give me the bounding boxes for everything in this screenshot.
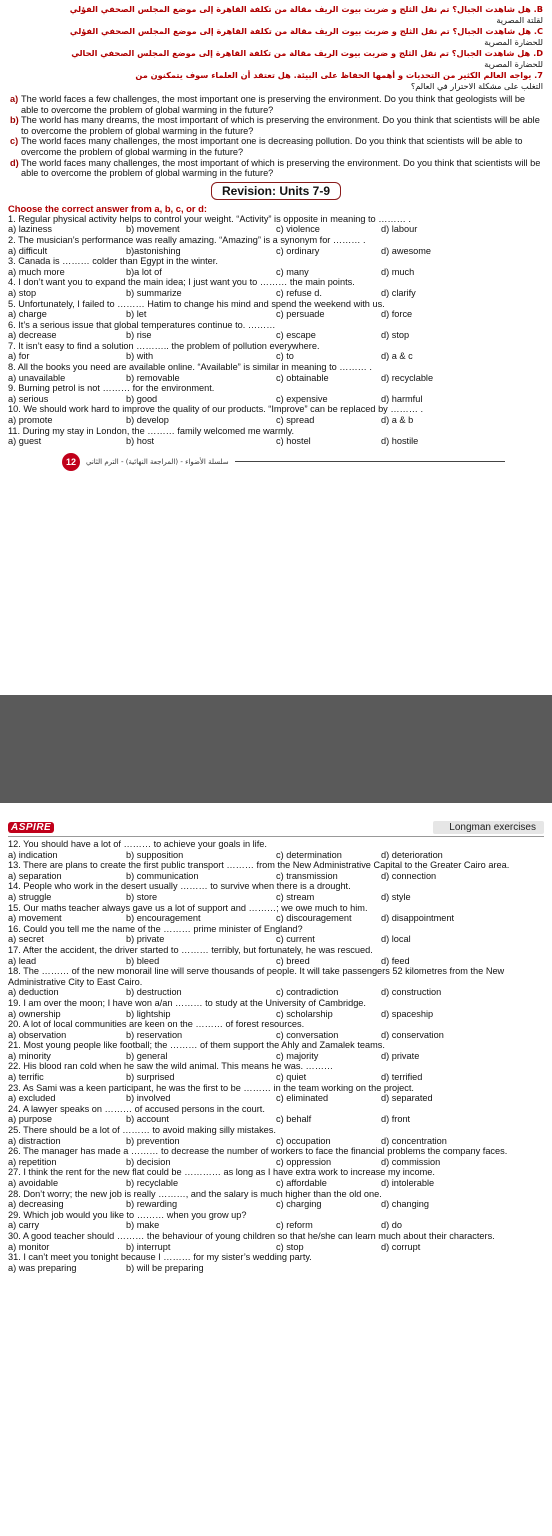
option-1: a) ownership [8, 1008, 61, 1019]
option-4: d) private [381, 1050, 420, 1061]
option-4: d) harmful [381, 393, 423, 404]
section-label: Longman exercises [433, 821, 544, 834]
option-2: b)astonishing [126, 245, 181, 256]
question-text: 15. Our maths teacher always gave us a lot of support and ………; we owe much to him. [8, 902, 368, 913]
option-4: d) concentration [381, 1135, 447, 1146]
question-text: 16. Could you tell me the name of the ……… prime minister of England? [8, 923, 303, 934]
option-2: b) summarize [126, 287, 182, 298]
option-4: d) stop [381, 330, 410, 341]
question-text: 1. Regular physical activity helps to control your weight. “Activity” is opposite in meaning to ……… . [8, 213, 411, 224]
answer-letter: c) [10, 136, 19, 147]
option-1: a) repetition [8, 1156, 57, 1167]
option-2: b) recyclable [126, 1178, 179, 1188]
option-3: c) scholarship [276, 1008, 333, 1019]
option-3: c) determination [276, 849, 342, 860]
instruction: Choose the correct answer from a, b, c, or d: [8, 202, 208, 214]
answer-text: The world faces a few challenges, the most important one is preserving the environment. Do you think that geologists will be able to overcome the problem of global warming in the future? [21, 94, 526, 115]
option-2: b) will be preparing [126, 1262, 204, 1273]
option-3: c) spread [276, 415, 315, 426]
option-3: c) discouragement [276, 913, 352, 924]
option-2: b)a lot of [126, 266, 162, 277]
option-3: c) refuse d. [276, 287, 322, 298]
footer-text: سلسلة الأضواء - (المراجعة النهائية) - الترم الثاني [86, 457, 229, 466]
option-3: c) stop [276, 1241, 304, 1252]
question-text: 3. Canada is ……… colder than Egypt in the winter. [8, 256, 218, 267]
option-3: c) behalf [276, 1114, 312, 1125]
option-2: b) lightship [126, 1008, 171, 1019]
arabic-line [0, 4, 552, 15]
question-text: 12. You should have a lot of ……… to achieve your goals in life. [8, 839, 267, 849]
option-4: d) deterioration [381, 849, 443, 860]
question-options [0, 871, 552, 882]
option-2: b) involved [126, 1093, 171, 1104]
question-options [0, 246, 552, 257]
option-1: a) separation [8, 870, 62, 881]
option-4: d) do [381, 1220, 402, 1231]
option-2: b) make [126, 1220, 160, 1231]
question-text: 31. I can’t meet you tonight because I ……… for my sister’s wedding party. [8, 1252, 312, 1263]
question-text: 8. All the books you need are available online. “Available” is similar in meaning to ……… . [8, 362, 372, 373]
option-2: b) bleed [126, 955, 160, 966]
answer-option [0, 115, 552, 136]
option-2: b) store [126, 891, 158, 902]
question-options [0, 267, 552, 278]
answer-option [0, 136, 552, 157]
page-footer [0, 453, 552, 471]
option-4: d) intolerable [381, 1178, 435, 1188]
question-options [0, 913, 552, 924]
option-2: b) interrupt [126, 1241, 171, 1252]
question-options [0, 1009, 552, 1020]
question-text: 6. It’s a serious issue that global temperatures continue to. ……… [8, 319, 276, 330]
q7-english-answers [0, 94, 552, 179]
option-1: a) movement [8, 913, 62, 924]
option-4: d) hostile [381, 436, 419, 447]
option-4: d) front [381, 1114, 411, 1125]
question-text: 10. We should work hard to improve the quality of our products. “Improve” can be replaced by ……… . [8, 404, 423, 415]
arabic-line-text: C. هل شاهدت الجبال؟ تم نقل الثلج و ضربت بيوت الريف مقالة من تكلفة القاهرة إلى موضع المجلس الصحفي الفؤلي [69, 26, 543, 36]
option-3: c) persuade [276, 309, 325, 320]
question-text: 30. A good teacher should ……… the behaviour of young children so that he/she can learn much about their characters. [8, 1230, 495, 1241]
option-3: c) affordable [276, 1178, 327, 1188]
question-options [0, 351, 552, 362]
answer-text: The world has many dreams, the most important of which is preserving the environment. Do you think that scientists will be able to overcome the problem of global warming in the future? [21, 115, 540, 136]
question-options [0, 1093, 552, 1104]
aspire-logo: ASPIRE [8, 822, 54, 833]
arabic-line [0, 26, 552, 37]
page-gap [0, 695, 552, 803]
option-1: a) unavailable [8, 372, 66, 383]
question-text: 17. After the accident, the driver started to ……… terribly, but fortunately, he was rescued. [8, 944, 373, 955]
arabic-line [0, 48, 552, 59]
option-3: c) many [276, 266, 309, 277]
option-3: c) charging [276, 1199, 322, 1210]
option-2: b) surprised [126, 1072, 175, 1083]
question-options [0, 1199, 552, 1210]
question-options [0, 1030, 552, 1041]
option-1: a) minority [8, 1050, 51, 1061]
option-4: d) labour [381, 224, 418, 235]
option-1: a) lead [8, 955, 37, 966]
option-3: c) obtainable [276, 372, 329, 383]
arabic-line-text: 7. يواجه العالم الكثير من التحديات و أهمها الحفاظ على البيئة. هل تعتقد أن العلماء سوف يتمكنون من [135, 70, 543, 80]
page-number: 12 [62, 453, 80, 471]
question-text: 4. I don’t want you to expand the main idea; I just want you to ……… the main points. [8, 277, 355, 288]
answer-option [0, 94, 552, 115]
option-2: b) movement [126, 224, 180, 235]
option-1: a) serious [8, 393, 49, 404]
option-4: d) style [381, 891, 411, 902]
option-3: c) reform [276, 1220, 313, 1231]
question-text: 23. As Sami was a keen participant, he was the first to be ……… in the team working on the project. [8, 1082, 414, 1093]
option-4: d) recyclable [381, 372, 434, 383]
option-1: a) purpose [8, 1114, 52, 1125]
option-4: d) conservation [381, 1029, 444, 1040]
option-1: a) promote [8, 415, 53, 426]
question-options [0, 934, 552, 945]
question-text: 21. Most young people like football; the ……… of them support the Ahly and Zamalek teams. [8, 1040, 385, 1051]
question-options [0, 1157, 552, 1168]
option-3: c) majority [276, 1050, 319, 1061]
option-2: b) removable [126, 372, 180, 383]
option-2: b) encouragement [126, 913, 201, 924]
question-options [0, 288, 552, 299]
option-3: c) occupation [276, 1135, 331, 1146]
question-options [0, 1242, 552, 1253]
option-4: d) terrified [381, 1072, 423, 1083]
question-text: 26. The manager has made a ……… to decrease the number of workers to face the financial problems the company faces. [8, 1146, 508, 1157]
option-3: c) expensive [276, 393, 328, 404]
option-3: c) current [276, 934, 315, 945]
option-3: c) to [276, 351, 294, 362]
option-1: a) was preparing [8, 1262, 77, 1273]
question-text: 28. Don’t worry; the new job is really ………, and the salary is much higher than the old one. [8, 1188, 382, 1199]
option-1: a) stop [8, 287, 37, 298]
option-3: c) oppression [276, 1156, 332, 1167]
question-options [0, 436, 552, 447]
option-2: b) private [126, 934, 165, 945]
answer-letter: a) [10, 94, 19, 104]
answer-letter: b) [10, 115, 19, 126]
question-text: 9. Burning petrol is not ……… for the environment. [8, 383, 215, 394]
footer-divider [235, 461, 505, 462]
question-options [0, 1114, 552, 1125]
question-text: 29. Which job would you like to ……… when you grow up? [8, 1209, 247, 1220]
question-options [0, 892, 552, 903]
question-options [0, 1136, 552, 1147]
question-options [0, 987, 552, 998]
option-3: c) breed [276, 955, 310, 966]
question-options [0, 1263, 552, 1274]
question-options [0, 415, 552, 426]
question-text: 14. People who work in the desert usually ……… to survive when there is a drought. [8, 881, 351, 892]
question-text: 7. It isn’t easy to find a solution ……….. the problem of pollution everywhere. [8, 340, 320, 351]
option-2: b) communication [126, 870, 199, 881]
option-2: b) destruction [126, 987, 182, 998]
question-options [0, 850, 552, 861]
question-options [0, 1178, 552, 1189]
question-list-1 [0, 214, 552, 447]
option-4: d) clarify [381, 287, 416, 298]
arabic-line [0, 70, 552, 81]
option-1: a) for [8, 351, 30, 362]
option-1: a) guest [8, 436, 42, 447]
option-4: d) connection [381, 870, 437, 881]
option-3 [276, 1263, 381, 1274]
option-2: b) let [126, 309, 147, 320]
answer-option [0, 158, 552, 179]
option-4: d) a & b [381, 415, 414, 426]
question-text: 27. I think the rent for the new flat could be ………… as long as I have extra work to increase my income. [8, 1167, 435, 1178]
question-options [0, 309, 552, 320]
option-4: d) disappointment [381, 913, 455, 924]
option-1: a) much more [8, 266, 65, 277]
option-1: a) decrease [8, 330, 57, 341]
option-2: b) decision [126, 1156, 171, 1167]
question-options [0, 330, 552, 341]
option-2: b) account [126, 1114, 169, 1125]
question-options [0, 1220, 552, 1231]
question-options [0, 956, 552, 967]
arabic-line-cont: التغلب على مشكلة الاحترار في العالم؟ [410, 81, 543, 91]
question-text: 24. A lawyer speaks on ……… of accused persons in the court. [8, 1103, 265, 1114]
option-1: a) carry [8, 1220, 40, 1231]
arabic-line-cont: للحضارة المصرية [484, 59, 543, 69]
option-3: c) eliminated [276, 1093, 329, 1104]
question-list-2 [0, 839, 552, 1273]
option-1: a) observation [8, 1029, 67, 1040]
option-4: d) a & c [381, 351, 413, 362]
question-options [0, 1051, 552, 1062]
option-2: b) supposition [126, 849, 184, 860]
option-4: d) commission [381, 1156, 441, 1167]
option-2: b) develop [126, 415, 169, 426]
option-2: b) general [126, 1050, 168, 1061]
answer-letter: d) [10, 157, 19, 168]
option-3: c) conversation [276, 1029, 339, 1040]
option-1: a) terrific [8, 1072, 44, 1083]
option-1: a) monitor [8, 1241, 50, 1252]
option-4: d) changing [381, 1199, 430, 1210]
question-options [0, 224, 552, 235]
question-options [0, 373, 552, 384]
option-1: a) excluded [8, 1093, 56, 1104]
option-1: a) secret [8, 934, 44, 945]
page-12 [0, 0, 552, 695]
arabic-options-block [0, 0, 552, 92]
option-4: d) much [381, 266, 415, 277]
page-13 [0, 803, 552, 1536]
question-options [0, 394, 552, 405]
option-4: d) awesome [381, 245, 432, 256]
option-2: b) prevention [126, 1135, 180, 1146]
option-1: a) avoidable [8, 1178, 59, 1188]
option-1: a) decreasing [8, 1199, 64, 1210]
option-1: a) deduction [8, 987, 59, 998]
revision-title [0, 182, 552, 200]
option-2: b) rise [126, 330, 152, 341]
option-4: d) corrupt [381, 1241, 421, 1252]
option-4: d) force [381, 309, 413, 320]
page-header [0, 819, 552, 835]
header-divider [8, 836, 544, 837]
option-3: c) hostel [276, 436, 311, 447]
option-3: c) violence [276, 224, 320, 235]
option-1: a) charge [8, 309, 47, 320]
option-1: a) difficult [8, 245, 48, 256]
option-3: c) contradiction [276, 987, 339, 998]
question-text: 11. During my stay in London, the ……… family welcomed me warmly. [8, 425, 295, 436]
question-text: 20. A lot of local communities are keen on the ……… of forest resources. [8, 1019, 305, 1030]
option-4: d) construction [381, 987, 442, 998]
revision-title-text: Revision: Units 7-9 [211, 182, 341, 200]
option-3: c) ordinary [276, 245, 320, 256]
option-4: d) separated [381, 1093, 433, 1104]
question-text: 22. His blood ran cold when he saw the wild animal. This means he was. ……… [8, 1061, 334, 1072]
option-2: b) good [126, 393, 158, 404]
option-4: d) feed [381, 955, 410, 966]
question-text: 18. The ……… of the new monorail line will serve thousands of people. It will take passengers 52 kilometres from the New Administrative City to East Cairo. [8, 966, 505, 987]
question-text: 25. There should be a lot of ……… to avoid making silly mistakes. [8, 1125, 276, 1136]
arabic-line-text: D. هل شاهدت الجبال؟ تم نقل الثلج و ضربت بيوت الريف مقالة من تكلفة القاهرة إلى موضع المجلس الصحفي الحالي [71, 48, 543, 58]
option-2: b) host [126, 436, 155, 447]
answer-text: The world faces many challenges, the most important one is decreasing pollution. Do you think that scientists will be able to overcome the problem of global warming in the future? [21, 136, 523, 157]
option-3: c) stream [276, 891, 315, 902]
option-1: a) struggle [8, 891, 52, 902]
option-3: c) transmission [276, 870, 338, 881]
option-1: a) laziness [8, 224, 52, 235]
option-2: b) with [126, 351, 154, 362]
option-4: d) local [381, 934, 411, 945]
option-2: b) rewarding [126, 1199, 178, 1210]
question-options [0, 1072, 552, 1083]
question-text: 5. Unfortunately, I failed to ……… Hatim to change his mind and spend the weekend with us. [8, 298, 385, 309]
option-3: c) quiet [276, 1072, 307, 1083]
option-1: a) indication [8, 849, 58, 860]
answer-text: The world faces many challenges, the most important of which is preserving the environment. Do you think that scientists will be able to overcome the problem of global warming in the future? [21, 157, 541, 179]
question-text: 19. I am over the moon; I have won a/an ……… to study at the University of Cambridge. [8, 997, 366, 1008]
arabic-line-cont: للحضارة المصرية [484, 37, 543, 47]
question-text: 13. There are plans to create the first public transport ……… from the New Administrative Capital to the Greater Cairo area. [8, 860, 510, 871]
question-text: 2. The musician’s performance was really amazing. “Amazing” is a synonym for ……… . [8, 234, 366, 245]
option-4: d) spaceship [381, 1008, 434, 1019]
option-2: b) reservation [126, 1029, 183, 1040]
arabic-line-cont: لقلتة المصرية [496, 15, 543, 25]
option-3: c) escape [276, 330, 316, 341]
option-4 [381, 1263, 501, 1274]
option-1: a) distraction [8, 1135, 61, 1146]
arabic-line-text: B. هل شاهدت الجبال؟ تم نقل الثلج و ضربت بيوت الريف مقالة من تكلفة القاهرة إلى موضع المجلس الصحفي الفؤلي [69, 4, 543, 14]
